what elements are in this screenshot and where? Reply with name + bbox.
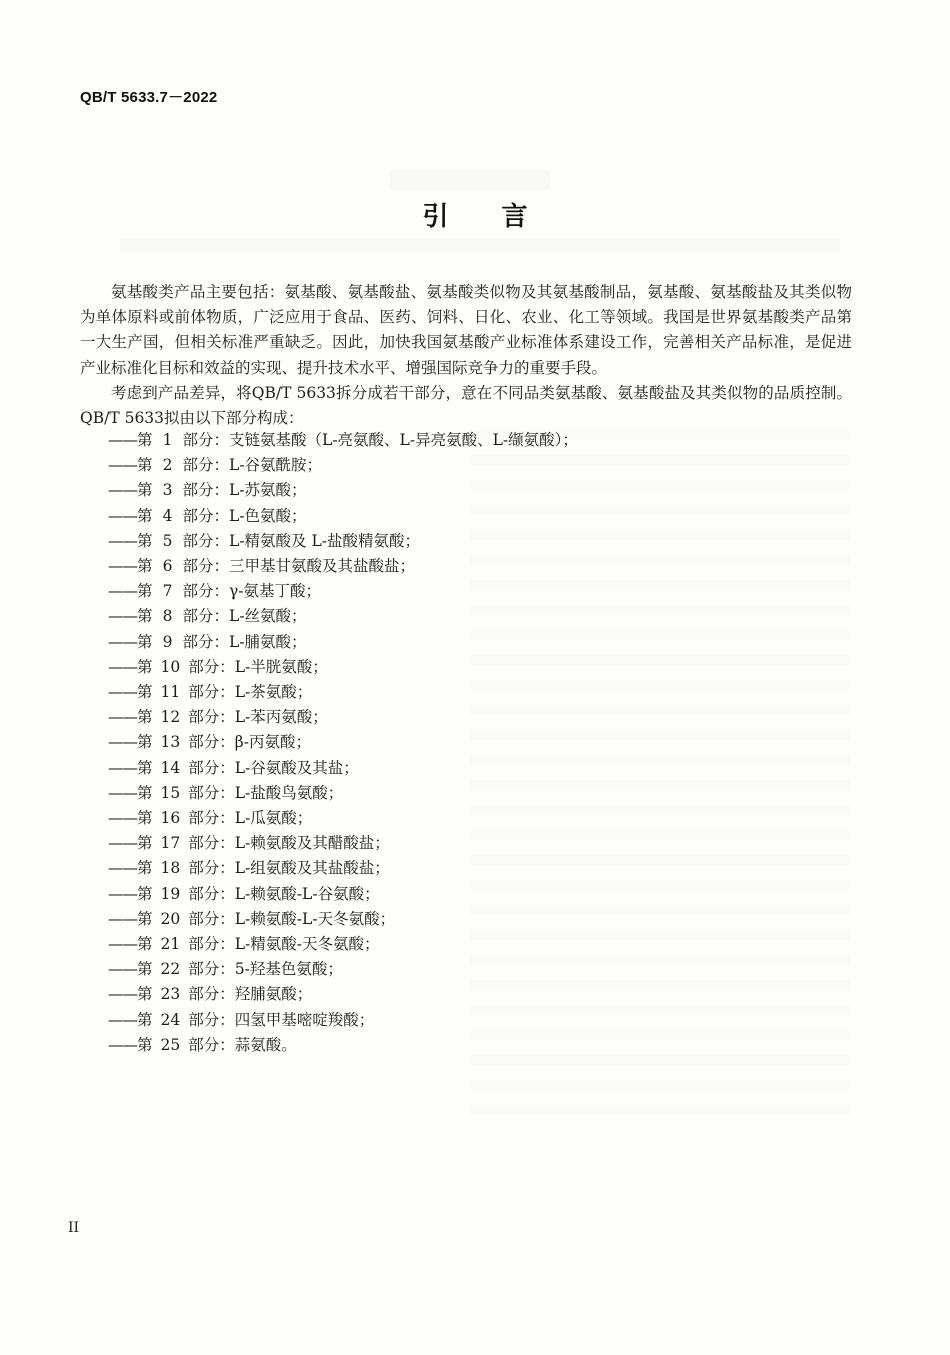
- document-code: QB/T 5633.7－2022: [80, 89, 218, 106]
- part-suffix: 部分：: [182, 557, 230, 576]
- part-list-item: [108, 630, 578, 655]
- part-suffix: 部分：: [182, 431, 230, 449]
- part-suffix: 部分：: [188, 985, 235, 1004]
- part-list-item: [108, 1008, 578, 1033]
- em-dash-marker: ——: [108, 859, 137, 878]
- part-list-item: [108, 932, 578, 957]
- em-dash-marker: ——: [108, 456, 137, 475]
- part-number: 6: [162, 557, 173, 576]
- part-list-item: [108, 705, 578, 730]
- part-list-item: [108, 579, 578, 604]
- part-prefix: 第: [137, 809, 153, 828]
- part-list-item: [108, 655, 578, 680]
- part-suffix: 部分：: [188, 1010, 235, 1029]
- part-number: 23: [160, 985, 181, 1004]
- part-prefix: 第: [137, 783, 153, 802]
- part-prefix: 第: [137, 632, 153, 651]
- part-prefix: 第: [137, 683, 153, 702]
- part-prefix: 第: [137, 834, 153, 853]
- part-name: β-丙氨酸；: [234, 733, 311, 752]
- part-number: 10: [160, 657, 181, 676]
- part-prefix: 第: [137, 481, 153, 500]
- introduction-body: [80, 280, 852, 431]
- part-number: 7: [162, 582, 173, 601]
- page-number: II: [68, 1220, 80, 1236]
- part-prefix: 第: [137, 960, 153, 979]
- part-suffix: 部分：: [182, 582, 230, 601]
- part-suffix: 部分：: [188, 960, 235, 979]
- part-number: 14: [160, 758, 181, 777]
- part-list-item: [108, 604, 578, 629]
- em-dash-marker: ——: [108, 935, 137, 954]
- em-dash-marker: ——: [108, 531, 137, 550]
- part-prefix: 第: [137, 557, 153, 576]
- em-dash-marker: ——: [108, 758, 137, 777]
- part-name: L-组氨酸及其盐酸盐；: [234, 859, 390, 878]
- part-prefix: 第: [137, 758, 153, 777]
- part-name: L-精氨酸-天冬氨酸；: [234, 935, 380, 954]
- part-number: 17: [160, 834, 181, 853]
- part-name: L-色氨酸；: [229, 506, 307, 525]
- em-dash-marker: ——: [108, 809, 137, 828]
- part-prefix: 第: [137, 935, 153, 954]
- part-suffix: 部分：: [188, 783, 235, 802]
- part-name: L-茶氨酸；: [234, 683, 313, 702]
- part-suffix: 部分：: [188, 909, 235, 928]
- intro-paragraph: 考虑到产品差异，将QB/T 5633拆分成若干部分，意在不同品类氨基酸、氨基酸盐及其类似物的品质控制。QB/T 5633拟由以下部分构成：: [80, 383, 852, 428]
- part-list-item: [108, 504, 578, 529]
- part-prefix: 第: [137, 607, 153, 626]
- part-name: L-苯丙氨酸；: [234, 708, 328, 727]
- part-name: L-谷氨酸及其盐；: [234, 758, 359, 777]
- part-prefix: 第: [137, 884, 153, 903]
- part-list-item: [108, 730, 578, 755]
- part-number: 20: [160, 909, 181, 928]
- part-number: 25: [160, 1035, 181, 1054]
- part-number: 22: [160, 960, 181, 979]
- em-dash-marker: ——: [108, 909, 137, 928]
- part-number: 3: [162, 481, 173, 500]
- part-number: 11: [160, 683, 181, 702]
- part-name: L-赖氨酸-L-谷氨酸；: [234, 884, 380, 903]
- part-list-item: [108, 529, 578, 554]
- part-suffix: 部分：: [188, 1035, 235, 1054]
- part-prefix: 第: [137, 909, 153, 928]
- part-list-item: [108, 428, 578, 453]
- part-number: 8: [162, 607, 173, 626]
- part-list-item: [108, 957, 578, 982]
- part-name: L-半胱氨酸；: [234, 657, 328, 676]
- em-dash-marker: ——: [108, 834, 137, 853]
- part-name: γ-氨基丁酸；: [229, 582, 322, 601]
- em-dash-marker: ——: [108, 783, 137, 802]
- em-dash-marker: ——: [108, 1010, 137, 1029]
- part-suffix: 部分：: [188, 708, 235, 727]
- part-prefix: 第: [137, 1035, 153, 1054]
- part-list-item: [108, 453, 578, 478]
- parts-list: [108, 428, 578, 1058]
- part-list-item: [108, 680, 578, 705]
- em-dash-marker: ——: [108, 607, 137, 626]
- part-list-item: [108, 831, 578, 856]
- part-list-item: [108, 554, 578, 579]
- part-number: 24: [160, 1010, 181, 1029]
- part-list-item: [108, 1033, 578, 1058]
- em-dash-marker: ——: [108, 1035, 137, 1054]
- part-list-item: [108, 907, 578, 932]
- part-number: 16: [160, 809, 181, 828]
- part-suffix: 部分：: [182, 506, 230, 525]
- em-dash-marker: ——: [108, 657, 137, 676]
- em-dash-marker: ——: [108, 582, 137, 601]
- part-list-item: [108, 781, 578, 806]
- part-name: 蒜氨酸。: [234, 1035, 297, 1054]
- part-prefix: 第: [137, 582, 153, 601]
- part-suffix: 部分：: [182, 456, 230, 475]
- part-number: 1: [162, 431, 173, 449]
- part-suffix: 部分：: [182, 632, 230, 651]
- part-suffix: 部分：: [182, 607, 230, 626]
- em-dash-marker: ——: [108, 708, 137, 727]
- em-dash-marker: ——: [108, 884, 137, 903]
- part-name: L-苏氨酸；: [229, 481, 307, 500]
- part-list-item: [108, 882, 578, 907]
- part-name: 四氢甲基嘧啶羧酸；: [234, 1010, 375, 1029]
- part-number: 21: [160, 935, 181, 954]
- em-dash-marker: ——: [108, 960, 137, 979]
- em-dash-marker: ——: [108, 481, 137, 500]
- part-name: L-盐酸鸟氨酸；: [234, 783, 344, 802]
- part-suffix: 部分：: [188, 758, 235, 777]
- em-dash-marker: ——: [108, 506, 137, 525]
- part-name: 5-羟基色氨酸；: [234, 960, 343, 979]
- part-prefix: 第: [137, 733, 153, 752]
- em-dash-marker: ——: [108, 431, 137, 449]
- em-dash-marker: ——: [108, 683, 137, 702]
- part-name: L-赖氨酸-L-天冬氨酸；: [234, 909, 396, 928]
- part-list-item: [108, 478, 578, 503]
- part-number: 12: [160, 708, 181, 727]
- part-number: 15: [160, 783, 181, 802]
- part-name: L-赖氨酸及其醋酸盐；: [234, 834, 390, 853]
- part-name: L-丝氨酸；: [229, 607, 307, 626]
- part-number: 19: [160, 884, 181, 903]
- part-number: 2: [162, 456, 173, 475]
- part-suffix: 部分：: [188, 935, 235, 954]
- em-dash-marker: ——: [108, 985, 137, 1004]
- part-prefix: 第: [137, 657, 153, 676]
- part-list-item: [108, 806, 578, 831]
- part-prefix: 第: [137, 456, 153, 475]
- part-prefix: 第: [137, 1010, 153, 1029]
- part-number: 13: [160, 733, 181, 752]
- show-through-shadow: [390, 170, 550, 190]
- part-name: 三甲基甘氨酸及其盐酸盐；: [229, 557, 416, 576]
- part-name: 支链氨基酸（L-亮氨酸、L-异亮氨酸、L-缬氨酸）；: [229, 431, 578, 449]
- part-suffix: 部分：: [188, 733, 235, 752]
- part-name: L-瓜氨酸；: [234, 809, 313, 828]
- part-list-item: [108, 982, 578, 1007]
- part-name: 羟脯氨酸；: [234, 985, 313, 1004]
- show-through-shadow: [120, 238, 840, 252]
- part-suffix: 部分：: [188, 884, 235, 903]
- part-prefix: 第: [137, 708, 153, 727]
- part-suffix: 部分：: [182, 531, 230, 550]
- part-name: L-脯氨酸；: [229, 632, 307, 651]
- part-list-item: [108, 756, 578, 781]
- part-prefix: 第: [137, 506, 153, 525]
- intro-paragraph: 氨基酸类产品主要包括：氨基酸、氨基酸盐、氨基酸类似物及其氨基酸制品，氨基酸、氨基酸盐及其类似物为单体原料或前体物质，广泛应用于食品、医药、饲料、日化、农业、化工等领域。我国是世界氨基酸类产品第一大生产国，但相关标准严重缺乏。因此，加快我国氨基酸产业标准体系建设工作，完善相关产品标准，是促进产业标准化目标和效益的实现、提升技术水平、增强国际竞争力的重要手段。: [80, 283, 852, 377]
- part-name: L-精氨酸及 L-盐酸精氨酸；: [229, 531, 421, 550]
- part-suffix: 部分：: [188, 859, 235, 878]
- page-title: 引 言: [422, 202, 550, 232]
- em-dash-marker: ——: [108, 733, 137, 752]
- part-suffix: 部分：: [182, 481, 230, 500]
- part-number: 4: [162, 506, 173, 525]
- em-dash-marker: ——: [108, 632, 137, 651]
- part-suffix: 部分：: [188, 657, 235, 676]
- part-number: 18: [160, 859, 181, 878]
- part-suffix: 部分：: [188, 834, 235, 853]
- part-suffix: 部分：: [188, 809, 235, 828]
- part-number: 5: [162, 531, 173, 550]
- part-prefix: 第: [137, 985, 153, 1004]
- part-prefix: 第: [137, 531, 153, 550]
- part-prefix: 第: [137, 431, 153, 449]
- part-prefix: 第: [137, 859, 153, 878]
- part-suffix: 部分：: [188, 683, 235, 702]
- part-name: L-谷氨酰胺；: [229, 456, 323, 475]
- part-number: 9: [162, 632, 173, 651]
- part-list-item: [108, 856, 578, 881]
- em-dash-marker: ——: [108, 557, 137, 576]
